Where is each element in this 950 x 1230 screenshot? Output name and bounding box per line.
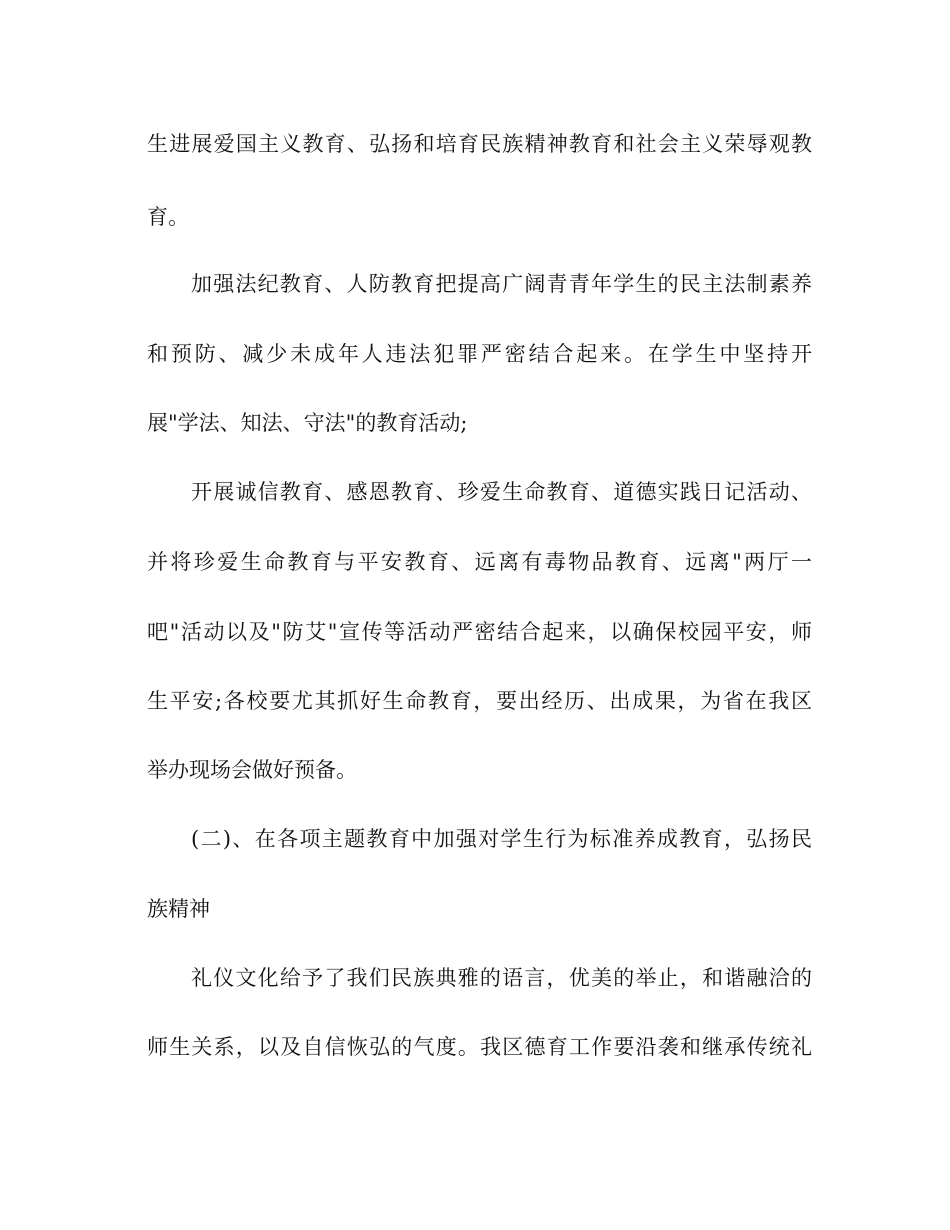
text-line: 育。 [147,205,189,229]
text-line: 并将珍爱生命教育与平安教育、远离有毒物品教育、远离"两厅一 [147,550,812,574]
text-line: 吧"活动以及"防艾"宣传等活动严密结合起来，以确保校园平安，师 [147,620,812,644]
text-line: 展"学法、知法、守法"的教育活动; [147,411,468,435]
text-line: 族精神 [147,897,210,921]
text-line: 开展诚信教育、感恩教育、珍爱生命教育、道德实践日记活动、 [191,480,812,504]
text-line: 礼仪文化给予了我们民族典雅的语言，优美的举止，和谐融洽的 [191,966,812,990]
text-line: 生进展爱国主义教育、弘扬和培育民族精神教育和社会主义荣辱观教 [147,132,812,156]
text-line: 师生关系，以及自信恢弘的气度。我区德育工作要沿袭和继承传统礼 [147,1035,812,1059]
text-line: 举办现场会做好预备。 [147,758,357,782]
text-line: 和预防、减少未成年人违法犯罪严密结合起来。在学生中坚持开 [147,342,812,366]
text-line: 生平安;各校要尤其抓好生命教育，要出经历、出成果，为省在我区 [147,689,812,713]
text-line: 加强法纪教育、人防教育把提高广阔青青年学生的民主法制素养 [191,272,812,296]
text-line: (二)、在各项主题教育中加强对学生行为标准养成教育，弘扬民 [191,827,812,851]
